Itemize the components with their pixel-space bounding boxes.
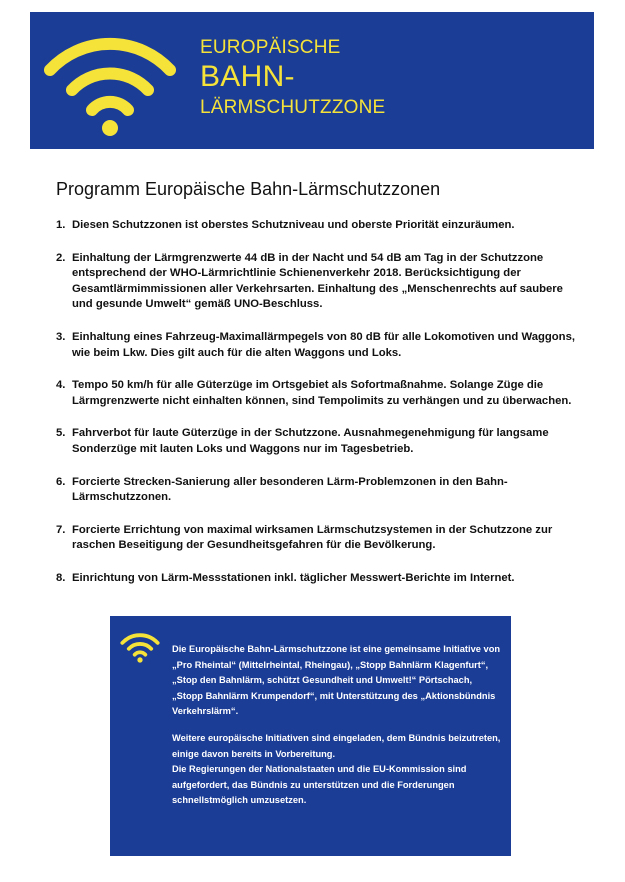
info-paragraph: Die Regierungen der Nationalstaaten und die EU-Kommission sind aufgefordert, das Bündnis zu unterstützen und die Forderungen schnellstmöglich umzusetzen. <box>172 764 467 806</box>
banner-title <box>200 38 385 117</box>
list-item <box>56 378 576 409</box>
item-number: 3. <box>56 330 66 343</box>
item-text: Fahrverbot für laute Güterzüge in der Schutzzone. Ausnahmegenehmigung für langsame Sonderzüge mit lauten Loks und Waggons nur im Tagesbetrieb. <box>72 427 549 455</box>
item-number: 7. <box>56 523 66 536</box>
item-text: Einhaltung der Lärmgrenzwerte 44 dB in der Nacht und 54 dB am Tag in der Schutzzone entsprechend der WHO-Lärmrichtlinie Schienenverkehr 2018. Berücksichtigung der Gesamtlärmimmissionen aller Verkehrsarten. Einhaltung des „Menschenrechts auf saubere und gesunde Umwelt“ gemäß UNO-Beschluss. <box>72 251 563 311</box>
info-box <box>110 616 511 856</box>
list-item <box>56 330 576 361</box>
list-item <box>56 475 576 506</box>
banner-title-line3: LÄRMSCHUTZZONE <box>200 97 386 118</box>
item-text: Einhaltung eines Fahrzeug-Maximallärmpegels von 80 dB für alle Lokomotiven und Waggons, wie beim Lkw. Dies gilt auch für die alten Waggons und Loks. <box>72 330 575 359</box>
item-text: Forcierte Strecken-Sanierung aller besonderen Lärm-Problemzonen in den Bahn-Lärmschutzzonen. <box>72 475 508 504</box>
list-item <box>56 523 576 554</box>
info-text <box>172 642 502 809</box>
item-number: 2. <box>56 251 66 264</box>
item-number: 6. <box>56 475 66 488</box>
list-item <box>56 426 576 457</box>
programme-list <box>56 218 576 604</box>
banner-title-line1: EUROPÄISCHE <box>200 37 341 58</box>
item-number: 1. <box>56 219 66 231</box>
header-banner <box>30 12 594 149</box>
list-item <box>56 251 576 313</box>
item-number: 5. <box>56 427 66 440</box>
item-text: Einrichtung von Lärm-Messstationen inkl. täglicher Messwert-Berichte im Internet. <box>72 571 515 584</box>
item-text: Diesen Schutzzonen ist oberstes Schutzniveau und oberste Priorität einzuräumen. <box>72 219 515 231</box>
wifi-signal-icon <box>120 630 160 664</box>
info-paragraph: Weitere europäische Initiativen sind eingeladen, dem Bündnis beizutreten, einige davon bereits in Vorbereitung. <box>172 732 501 759</box>
wifi-signal-icon <box>42 30 178 138</box>
item-text: Tempo 50 km/h für alle Güterzüge im Ortsgebiet als Sofortmaßnahme. Solange Züge die Lärmgrenzwerte nicht einhalten können, sind Tempolimits zu verhängen und zu überwachen. <box>72 379 572 407</box>
item-number: 4. <box>56 379 66 392</box>
banner-title-line2: BAHN- <box>200 60 295 93</box>
page-title: Programm Europäische Bahn-Lärmschutzzonen <box>56 179 441 199</box>
info-paragraph: Die Europäische Bahn-Lärmschutzzone ist eine gemeinsame Initiative von „Pro Rheintal“ (Mittelrheintal, Rheingau), „Stopp Bahnlärm Klagenfurt“, „Stop den Bahnlärm, schützt Gesundheit und Umwelt!“ Pörtschach, „Stopp Bahnlärm Krumpendorf“, mit Unterstützung des „Aktionsbündnis Verkehrslärm“. <box>172 644 501 717</box>
list-item <box>56 218 576 234</box>
item-number: 8. <box>56 571 66 584</box>
list-item <box>56 571 576 587</box>
item-text: Forcierte Errichtung von maximal wirksamen Lärmschutzsystemen in der Schutzzone zur raschen Beseitigung der Gesundheitsgefahren für die Bevölkerung. <box>72 523 553 552</box>
